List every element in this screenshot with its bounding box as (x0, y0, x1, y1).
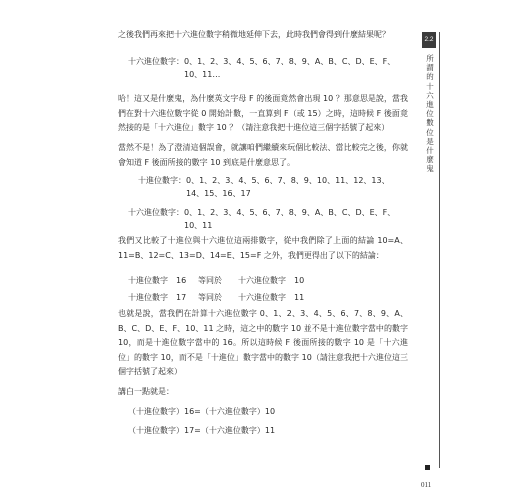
hex-label: 十六進位數字： (128, 208, 184, 217)
clarification-text: 當然不是！為了澄清這個誤會，就讓咱們繼續來玩個比較法、當比較完之後，你就會知道 F 後面所接的數字 10 到底是什麼意思了。 (118, 143, 408, 167)
equivalence-2-right: 十六進位數字 11 (238, 293, 305, 302)
summary-text: 也就是說，當我們在計算十六進位數字 0、1、2、3、4、5、6、7、8、9、A、B、C、D、E、F、10、11 之時，這之中的數字 10 並不是十進位數字當中的數字 10，而是十進位數字當中的 16。所以這時候 F 後面所接的數字 10 是「十六進位」的數字 10，而不是「十進位」數字當中的數字 10（請注意我把十六進位這三個字括號了起來） (118, 309, 408, 376)
intro-text: 之後我們再來把十六進位數字稍微地延伸下去，此時我們會得到什麼結果呢？ (118, 30, 390, 39)
formula-line-2: （十進位數字）17=（十六進位數字）11 (128, 426, 276, 435)
formula-line-1: （十進位數字）16=（十六進位數字）10 (128, 407, 276, 416)
equivalence-2-middle: 等同於 (198, 293, 222, 302)
margin-divider (439, 32, 440, 468)
decimal-values: 0、1、2、3、4、5、6、7、8、9、10、11、12、13、14、15、16、17 (186, 176, 390, 198)
intro-paragraph (118, 28, 408, 43)
conclusion-paragraph (118, 234, 408, 263)
equivalence-1-middle: 等同於 (198, 276, 222, 285)
decimal-label: 十進位數字： (138, 176, 186, 185)
equivalence-1-left: 十進位數字 16 (128, 276, 187, 285)
hex-sequence-label: 十六進位數字： (128, 57, 184, 66)
summary-paragraph (118, 307, 408, 380)
plain-words-paragraph (118, 385, 408, 400)
section-number-badge: 2.2 (422, 32, 436, 48)
equivalence-2-left: 十進位數字 17 (128, 293, 187, 302)
plain-words-text: 講白一點就是： (118, 387, 174, 396)
conclusion-text: 我們又比較了十進位與十六進位這兩排數字，從中我們除了上面的結論 10=A、11=B、12=C、13=D、14=E、15=F 之外，我們更得出了以下的結論： (118, 236, 408, 260)
explanation-text: 哈！這又是什麼鬼，為什麼英文字母 F 的後面竟然會出現 10 ？那意思是說，當我們在對十六進位數字從 0 開始計數，一直算到 F（或 15）之時，這時候 F 後面竟然接的是「十六進位」數字 10 ？（請注意我把十進位這三個字括號了起來） (118, 94, 408, 132)
equivalence-1-right: 十六進位數字 10 (238, 276, 305, 285)
page-number: 011 (421, 481, 432, 489)
chapter-title-vertical: 所謂的十六進位數位是什麼鬼 (426, 54, 434, 174)
hex-sequence-block (128, 55, 410, 81)
hex-sequence-values: 0、1、2、3、4、5、6、7、8、9、A、B、C、D、E、F、10、11… (184, 57, 396, 79)
hex-values: 0、1、2、3、4、5、6、7、8、9、A、B、C、D、E、F、10、11 (184, 208, 396, 230)
clarification-paragraph (118, 141, 408, 170)
section-end-marker (425, 465, 430, 470)
comparison-block (128, 174, 396, 232)
explanation-paragraph (118, 92, 408, 136)
